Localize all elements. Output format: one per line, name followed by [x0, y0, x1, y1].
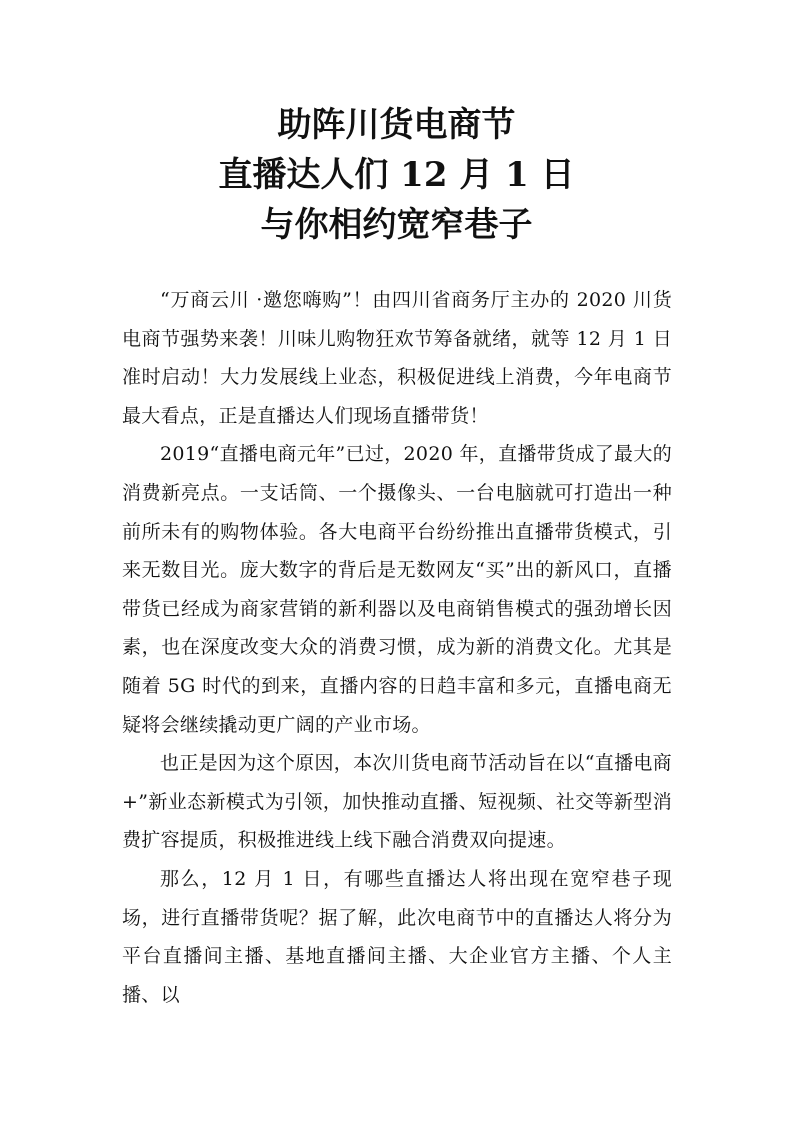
paragraph-3: 也正是因为这个原因，本次川货电商节活动旨在以“直播电商+”新业态新模式为引领，加快推动直播、短视频、社交等新型消费扩容提质，积极推进线上线下融合消费双向提速。 [122, 752, 672, 852]
document-body [122, 281, 672, 1014]
paragraph-2: 2019“直播电商元年”已过，2020 年，直播带货成了最大的消费新亮点。一支话筒、一个摄像头、一台电脑就可打造出一种前所未有的购物体验。各大电商平台纷纷推出直播带货模式，引来无数目光。庞大数字的背后是无数网友“买”出的新风口，直播带货已经成为商家营销的新利器以及电商销售模式的强劲增长因素，也在深度改变大众的消费习惯，成为新的消费文化。尤其是随着 5G 时代的到来，直播内容的日趋丰富和多元，直播电商无疑将会继续撬动更广阔的产业市场。 [122, 443, 672, 736]
title-line-1: 助阵川货电商节 [277, 105, 516, 145]
document-title [0, 100, 793, 250]
title-line-3: 与你相约宽窄巷子 [260, 205, 533, 245]
paragraph-4: 那么，12 月 1 日，有哪些直播达人将出现在宽窄巷子现场，进行直播带货呢？据了解，此次电商节中的直播达人将分为平台直播间主播、基地直播间主播、大企业官方主播、个人主播、以 [122, 867, 672, 1006]
paragraph-1: “万商云川 ·邀您嗨购”！由四川省商务厅主办的 2020 川货电商节强势来袭！川味儿购物狂欢节筹备就绪，就等 12 月 1 日准时启动！大力发展线上业态，积极促进线上消费，今年电商节最大看点，正是直播达人们现场直播带货！ [122, 289, 672, 427]
title-line-2: 直播达人们 12 月 1 日 [218, 155, 575, 195]
